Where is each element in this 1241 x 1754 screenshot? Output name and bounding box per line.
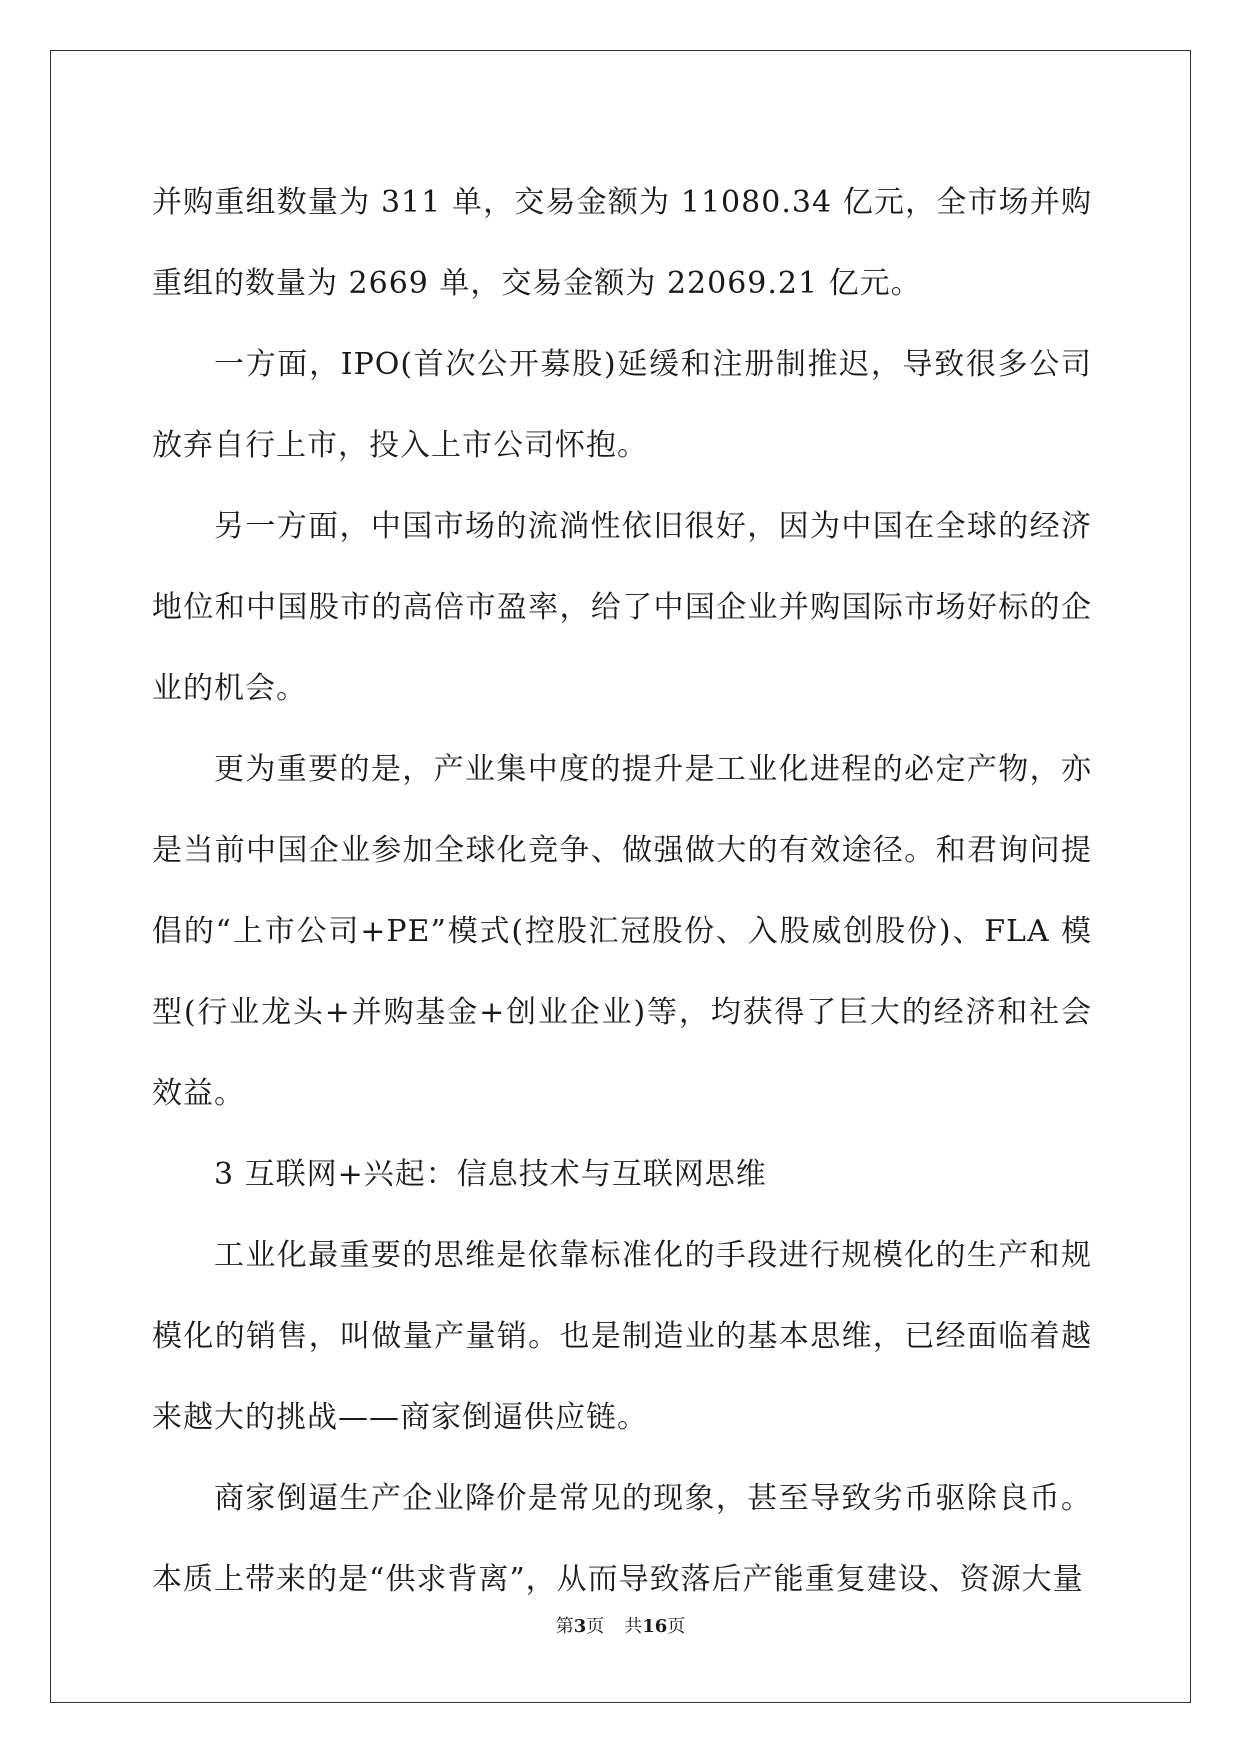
page-number: 3 [573,1616,587,1637]
total-prefix: 共 [624,1616,643,1637]
paragraph-2: 一方面，IPO(首次公开募股)延缓和注册制推迟，导致很多公司放弃自行上市，投入上市公司怀抱。 [152,347,1092,463]
total-pages: 16 [642,1616,668,1637]
page-footer [0,1612,1241,1638]
page-prefix: 第 [555,1616,574,1637]
section-heading: 3 互联网+兴起：信息技术与互联网思维 [214,1157,767,1192]
document-body [152,162,1092,1620]
paragraph-1: 并购重组数量为 311 单，交易金额为 11080.34 亿元，全市场并购重组的数量为 2669 单，交易金额为 22069.21 亿元。 [152,185,1092,301]
paragraph-3: 另一方面，中国市场的流淌性依旧很好，因为中国在全球的经济地位和中国股市的高倍市盈率，给了中国企业并购国际市场好标的企业的机会。 [152,509,1092,706]
paragraph-6: 商家倒逼生产企业降价是常见的现象，甚至导致劣币驱除良币。本质上带来的是“供求背离”，从而导致落后产能重复建设、资源大量 [152,1481,1092,1597]
total-suffix: 页 [667,1616,686,1637]
page-suffix: 页 [586,1616,605,1637]
paragraph-5: 工业化最重要的思维是依靠标准化的手段进行规模化的生产和规模化的销售，叫做量产量销。也是制造业的基本思维，已经面临着越来越大的挑战——商家倒逼供应链。 [152,1238,1092,1435]
paragraph-4: 更为重要的是，产业集中度的提升是工业化进程的必定产物，亦是当前中国企业参加全球化竞争、做强做大的有效途径。和君询问提倡的“上市公司+PE”模式(控股汇冠股份、入股威创股份)、FLA 模型(行业龙头+并购基金+创业企业)等，均获得了巨大的经济和社会效益。 [152,752,1092,1111]
